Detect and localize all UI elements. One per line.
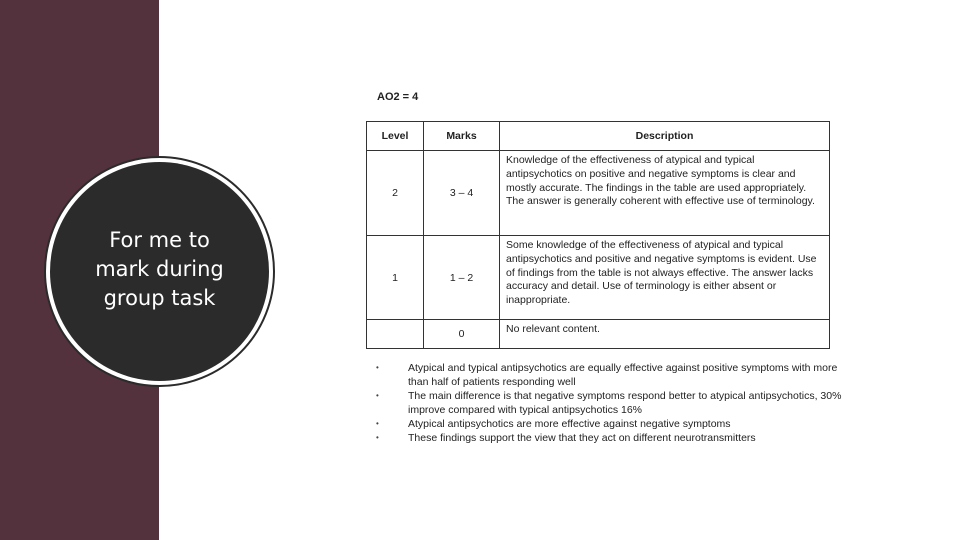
- cell-marks: 0: [424, 320, 500, 349]
- bullet-text: The main difference is that negative symptoms respond better to atypical antipsychotics, 30% improve compared with typical antipsychotics 16%: [408, 390, 842, 416]
- header-description: Description: [500, 122, 830, 151]
- table-row: [367, 151, 830, 236]
- cell-level: 2: [367, 151, 424, 236]
- bullet-text: Atypical antipsychotics are more effective against negative symptoms: [408, 418, 731, 430]
- table-row: [367, 320, 830, 349]
- cell-description: Knowledge of the effectiveness of atypical and typical antipsychotics on positive and negative symptoms is clear and mostly accurate. The findings in the table are used appropriately. The answer is generally coherent with effective use of terminology.: [500, 151, 830, 236]
- bullet-list: [376, 361, 846, 445]
- circle-text: For me to mark during group task: [95, 228, 224, 310]
- table-header-row: [367, 122, 830, 151]
- cell-level: [367, 320, 424, 349]
- header-level: Level: [367, 122, 424, 151]
- bullet-text: Atypical and typical antipsychotics are equally effective against positive symptoms with more than half of patients responding well: [408, 362, 838, 388]
- bullet-icon: •: [376, 433, 379, 442]
- list-item: [376, 417, 846, 431]
- cell-marks: 1 – 2: [424, 236, 500, 320]
- cell-marks: 3 – 4: [424, 151, 500, 236]
- bullet-icon: •: [376, 391, 379, 400]
- bullet-icon: •: [376, 419, 379, 428]
- bullet-icon: •: [376, 363, 379, 372]
- assessment-title: AO2 = 4: [377, 91, 419, 103]
- list-item: [376, 431, 846, 445]
- table-row: [367, 236, 830, 320]
- cell-description: Some knowledge of the effectiveness of atypical and typical antipsychotics and positive and negative symptoms is evident. Use of findings from the table is not always effective. The answer lacks accuracy and detail. Use of terminology is either absent or inappropriate.: [500, 236, 830, 320]
- circle-badge: [50, 162, 269, 381]
- bullet-text: These findings support the view that they act on different neurotransmitters: [408, 432, 756, 444]
- list-item: [376, 389, 846, 417]
- rubric-table: [366, 121, 830, 349]
- list-item: [376, 361, 846, 389]
- cell-level: 1: [367, 236, 424, 320]
- header-marks: Marks: [424, 122, 500, 151]
- cell-description: No relevant content.: [500, 320, 830, 349]
